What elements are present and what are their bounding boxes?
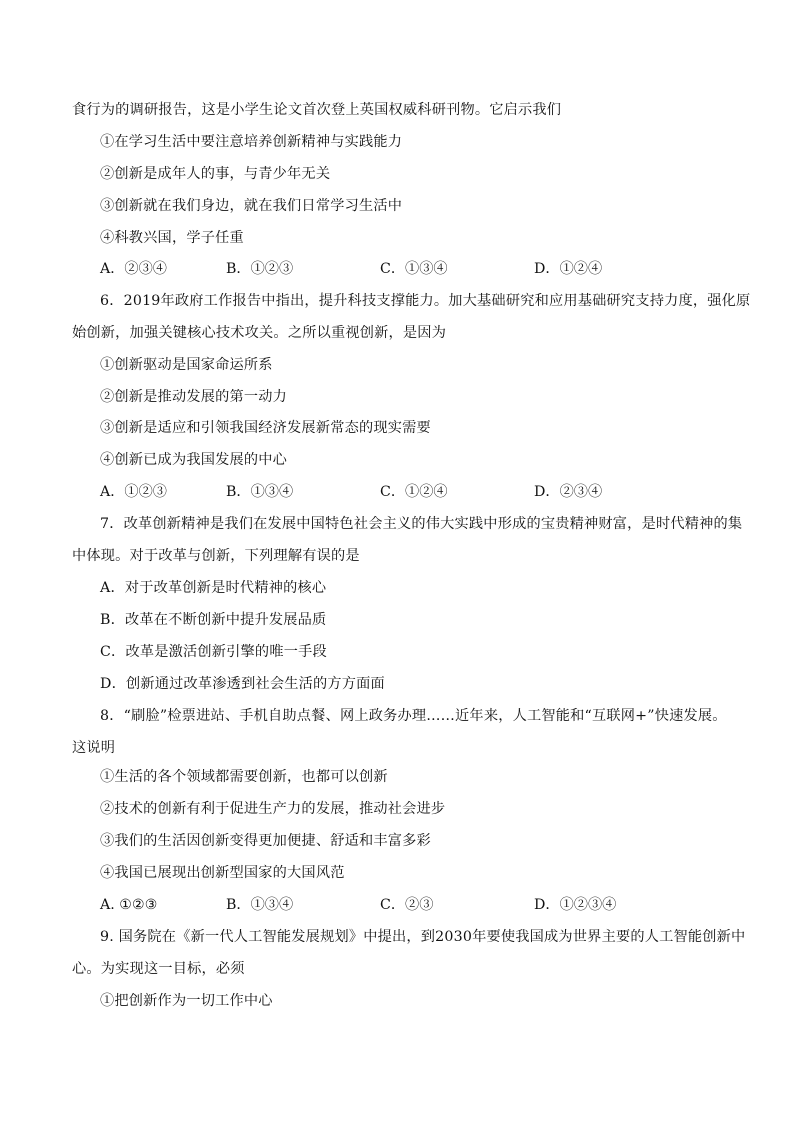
q6-option-d: D．②③④ [534,484,603,500]
q7-option-b: B．改革在不断创新中提升发展品质 [100,612,327,628]
q9-statement-1: ①把创新作为一切工作中心 [100,993,273,1009]
q8-statement-3: ③我们的生活因创新变得更加便捷、舒适和丰富多彩 [100,833,431,849]
q6-statement-3: ③创新是适应和引领我国经济发展新常态的现实需要 [100,420,431,436]
q7-option-d: D．创新通过改革渗透到社会生活的方方面面 [100,676,385,692]
q8-stem-line-1: 8．“刷脸”检票进站、手机自助点餐、网上政务办理……近年来，人工智能和“互联网+”快速发展。 [100,708,727,724]
q8-statement-2: ②技术的创新有利于促进生产力的发展，推动社会进步 [100,801,446,817]
q6-options [100,483,660,501]
q6-stem-line-1: 6．2019年政府工作报告中指出，提升科技支撑能力。加大基础研究和应用基础研究支持力度，强化原 [100,293,751,309]
q6-statement-1: ①创新驱动是国家命运所系 [100,357,273,373]
q8-statement-1: ①生活的各个领域都需要创新，也都可以创新 [100,769,388,785]
q8-option-c: C．②③ [380,897,434,913]
q6-option-b: B．①③④ [226,484,294,500]
q9-stem-line-2: 心。为实现这一目标，必须 [72,961,245,977]
q5-option-d: D．①②④ [534,261,603,277]
q8-stem-line-2: 这说明 [72,740,116,756]
q5-statement-4: ④科教兴国，学子任重 [100,230,244,246]
q5-statement-1: ①在学习生活中要注意培养创新精神与实践能力 [100,134,403,150]
q6-statement-4: ④创新已成为我国发展的中心 [100,452,288,468]
q6-option-c: C．①②④ [380,484,448,500]
q8-option-b: B．①③④ [226,897,294,913]
q9-stem-line-1: 9. 国务院在《新一代人工智能发展规划》中提出，到2030年要使我国成为世界主要的人工智能创新中 [100,929,746,945]
q6-statement-2: ②创新是推动发展的第一动力 [100,389,288,405]
q5-option-c: C．①③④ [380,261,448,277]
q5-statement-2: ②创新是成年人的事，与青少年无关 [100,166,331,182]
q7-option-a: A．对于改革创新是时代精神的核心 [100,580,327,596]
q8-statement-4: ④我国已展现出创新型国家的大国风范 [100,865,345,881]
q6-option-a: A．①②③ [100,484,167,500]
q5-stem-tail: 食行为的调研报告，这是小学生论文首次登上英国权威科研刊物。它启示我们 [72,102,562,118]
q5-options [100,260,660,278]
q5-option-b: B．①②③ [226,261,294,277]
q5-option-a: A．②③④ [100,261,167,277]
q8-options [100,896,660,914]
q8-option-a: A. ①②③ [100,897,158,913]
q5-statement-3: ③创新就在我们身边，就在我们日常学习生活中 [100,198,403,214]
q7-option-c: C．改革是激活创新引擎的唯一手段 [100,644,327,660]
q6-stem-line-2: 始创新，加强关键核心技术攻关。之所以重视创新，是因为 [72,325,447,341]
q8-option-d: D．①②③④ [534,897,617,913]
q7-stem-line-2: 中体现。对于改革与创新，下列理解有误的是 [72,548,360,564]
q7-stem-line-1: 7．改革创新精神是我们在发展中国特色社会主义的伟大实践中形成的宝贵精神财富，是时代精神的集 [100,516,743,532]
